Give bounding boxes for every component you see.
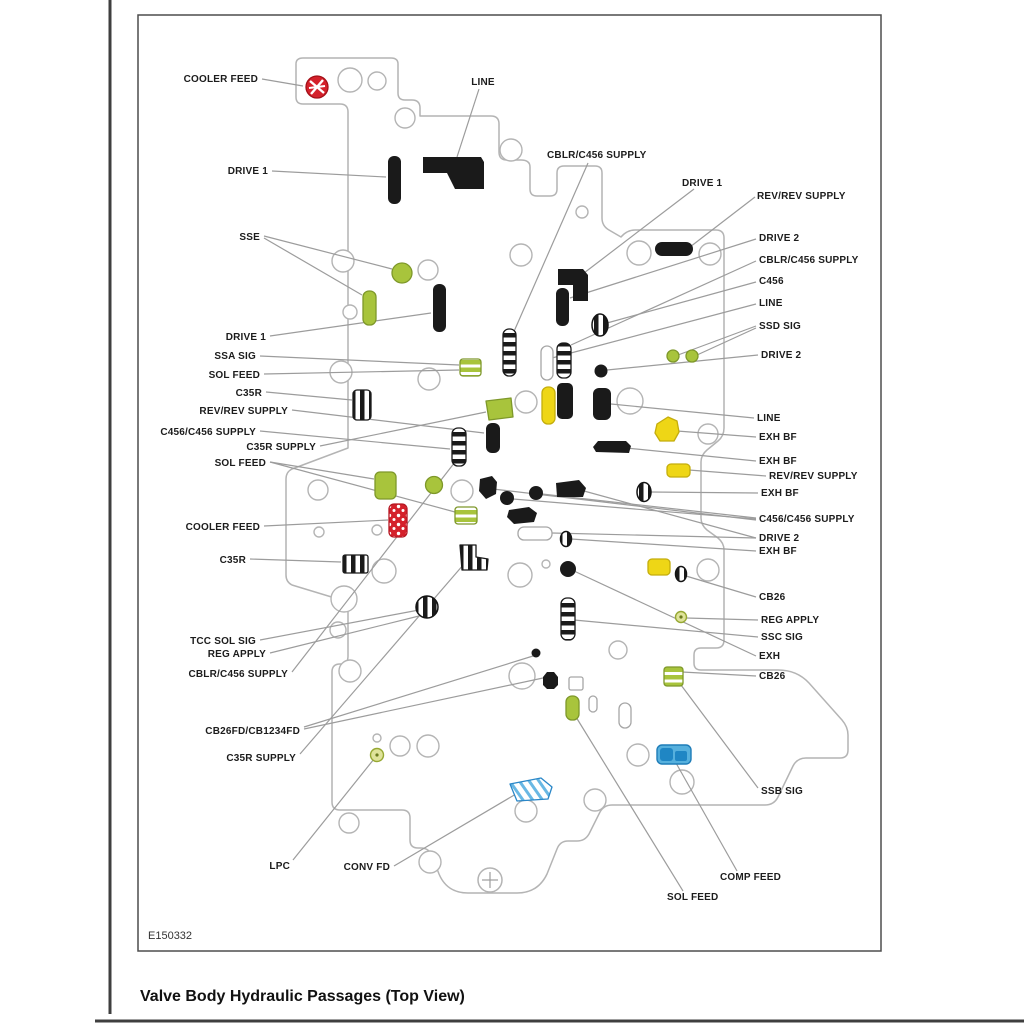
leader-line [584,491,756,538]
label-c456-r: C456 [759,276,784,287]
bolt-hole [373,734,381,742]
drive2-white-pill [518,527,552,540]
ssd-sig-dot-1 [667,350,679,362]
label-cb26fd-cb1234fd: CB26FD/CB1234FD [205,726,300,737]
white-pill-2 [619,703,631,728]
bolt-hole [417,735,439,757]
bolt-hole [331,586,357,612]
exh-bf-black-blob [593,441,631,453]
leader-line [650,492,758,493]
ssc-sig-barrel [561,598,575,640]
drive2-dot [595,365,608,378]
leader-line [676,763,737,871]
bolt-hole [338,68,362,92]
bolt-hole [390,736,410,756]
cblr-barrel-2 [557,343,571,378]
label-drive2-r1: DRIVE 2 [759,233,800,244]
bolt-hole [332,250,354,272]
label-ssa-sig: SSA SIG [214,351,256,362]
c456-supply-dot-2 [529,486,543,500]
label-cblr-c456-supply-r: CBLR/C456 SUPPLY [759,255,859,266]
leader-line [264,520,388,526]
conv-fd-hatched [510,778,552,801]
leader-line [626,448,756,461]
sol-feed-striped-sq [455,507,477,524]
cb26-o [676,567,687,582]
c35r-supply-quad [486,398,513,420]
label-sol-feed-2: SOL FEED [214,458,266,469]
label-cblr-c456-supply-left: CBLR/C456 SUPPLY [188,669,288,680]
leader-line [260,356,459,365]
bolt-hole [372,559,396,583]
cblr-barrel-top [503,329,516,376]
label-sse: SSE [239,232,260,243]
center-black-blob [507,507,537,524]
bolt-hole [418,260,438,280]
bolt-hole [584,789,606,811]
bolt-hole [368,72,386,90]
leader-line [690,197,755,247]
comp-feed-blue-port-inner [660,748,673,761]
leader-line [266,392,352,400]
label-c35r-1: C35R [235,388,262,399]
line-port-white [541,346,553,380]
leader-line [300,564,464,754]
leader-line [272,171,386,177]
leader-line [457,89,479,157]
c456-supply-dot-1 [500,491,514,505]
c35r-supply-boot [460,545,488,570]
c456-barrel [452,428,466,466]
cooler-feed-port-2 [389,504,407,537]
label-c456-c456-supply-left: C456/C456 SUPPLY [160,427,256,438]
label-reg-apply-left: REG APPLY [207,649,266,660]
label-rev-rev-supply-r1: REV/REV SUPPLY [757,191,846,202]
leader-line [681,685,758,788]
exh-bf-o-2 [561,532,572,547]
label-c35r-2: C35R [219,555,246,566]
label-drive1-1: DRIVE 1 [227,166,268,177]
ssa-sig-port [460,359,481,376]
leader-line [686,576,756,597]
label-reg-apply-r: REG APPLY [761,615,820,626]
leader-line [682,672,756,676]
leader-line [304,656,533,727]
leader-line [264,236,392,269]
bolt-hole [419,851,441,873]
bolt-hole [451,480,473,502]
lpc-dot-center [375,753,378,756]
label-exh-bf-3: EXH BF [761,488,799,499]
line-port-black [593,388,611,420]
label-c35r-supply-2: C35R SUPPLY [226,753,296,764]
c456-supply-poly [479,476,497,499]
cb26fd-hex [543,672,558,689]
leader-line [571,539,756,551]
leader-line [552,533,756,538]
revrev-port-top [655,242,693,256]
label-comp-feed: COMP FEED [720,872,782,883]
label-ssd-sig: SSD SIG [759,321,801,332]
cb26-yellow-sq [648,559,670,575]
label-drive2-r3: DRIVE 2 [759,533,800,544]
reg-apply-green-dot-center [679,615,682,618]
label-sol-feed-1: SOL FEED [208,370,260,381]
label-rev-rev-supply-left: REV/REV SUPPLY [199,406,288,417]
bolt-hole [542,560,550,568]
figure-id: E150332 [148,930,193,942]
label-cb26-2: CB26 [759,671,786,682]
exh-bf-o-1 [637,483,651,502]
line-port-yellow [542,387,555,424]
label-tcc-sol-sig: TCC SOL SIG [190,636,256,647]
label-rev-rev-supply-r2: REV/REV SUPPLY [769,471,858,482]
label-exh: EXH [759,651,781,662]
drive1-port-top [388,156,401,204]
ssd-sig-dot-2 [686,350,698,362]
label-cblr-c456-supply-top: CBLR/C456 SUPPLY [547,150,647,161]
label-sol-feed-3: SOL FEED [667,892,719,903]
label-cooler-feed-2: COOLER FEED [185,522,260,533]
label-cooler-feed-1: COOLER FEED [183,74,258,85]
bolt-hole [510,244,532,266]
label-conv-fd: CONV FD [343,862,390,873]
label-exh-bf-4: EXH BF [759,546,797,557]
bolt-hole [343,305,357,319]
tcc-sol-sig-circle [416,596,438,618]
bolt-hole [509,663,535,689]
exh-dot [560,561,576,577]
exh-bf-yellow-blob [655,417,679,441]
comp-feed-blue-port-inner [675,751,687,761]
bolt-hole [617,388,643,414]
figure-caption: Valve Body Hydraulic Passages (Top View) [140,988,465,1005]
sse-port-pill [363,291,376,325]
leader-line [574,620,758,637]
label-drive1-top: DRIVE 1 [682,178,723,189]
c35r-striped-sq [343,555,368,573]
cb26fd-dot [532,649,541,658]
bolt-hole [576,206,588,218]
leader-line [262,79,303,86]
bolt-hole [609,641,627,659]
leader-line [250,559,341,562]
leader-line [394,794,516,866]
bolt-hole [500,139,522,161]
label-ssc-sig: SSC SIG [761,632,803,643]
bolt-hole [515,391,537,413]
label-c456-c456-supply-r: C456/C456 SUPPLY [759,514,855,525]
label-exh-bf-2: EXH BF [759,456,797,467]
label-drive1-2: DRIVE 1 [225,332,266,343]
cb26-striped-sq [664,667,683,686]
bolt-hole [627,241,651,265]
line-port-top [423,157,484,189]
bolt-hole [395,108,415,128]
bolt-hole [339,660,361,682]
sse-port-circle [392,263,412,283]
label-line-top: LINE [471,77,495,88]
white-pill-small [589,696,597,712]
sol-feed-green-rect [375,472,396,499]
drive2-port-pill [556,288,569,326]
bolt-hole [308,480,328,500]
drive2-trapezoid [556,480,586,497]
leader-line [574,571,756,656]
label-lpc: LPC [269,861,290,872]
white-square [569,677,583,690]
label-exh-bf-1: EXH BF [759,432,797,443]
c456-port-o [592,314,608,336]
revrev-port-pill [486,423,500,453]
label-line-r1: LINE [759,298,783,309]
bolt-hole [697,559,719,581]
leader-line [697,328,756,355]
bolt-hole [339,813,359,833]
label-line-r2: LINE [757,413,781,424]
leader-line [552,304,756,358]
bolt-hole [372,525,382,535]
label-drive2-r2: DRIVE 2 [761,350,802,361]
label-c35r-supply-1: C35R SUPPLY [246,442,316,453]
leader-line [607,355,758,370]
revrev-yellow-rect [667,464,690,477]
bolt-hole [515,800,537,822]
leader-line [686,618,758,620]
label-ssb-sig: SSB SIG [761,786,803,797]
black-bar-1 [557,383,573,419]
drive1-port-mid [433,284,446,332]
bolt-hole [627,744,649,766]
leader-line [607,282,756,323]
sol-feed-green-circle [426,477,443,494]
c35r-port-striped [353,390,371,420]
label-cb26-1: CB26 [759,592,786,603]
sol-feed-green-pill [566,696,579,720]
bolt-hole [508,563,532,587]
bolt-hole [314,527,324,537]
leader-line [304,678,543,729]
